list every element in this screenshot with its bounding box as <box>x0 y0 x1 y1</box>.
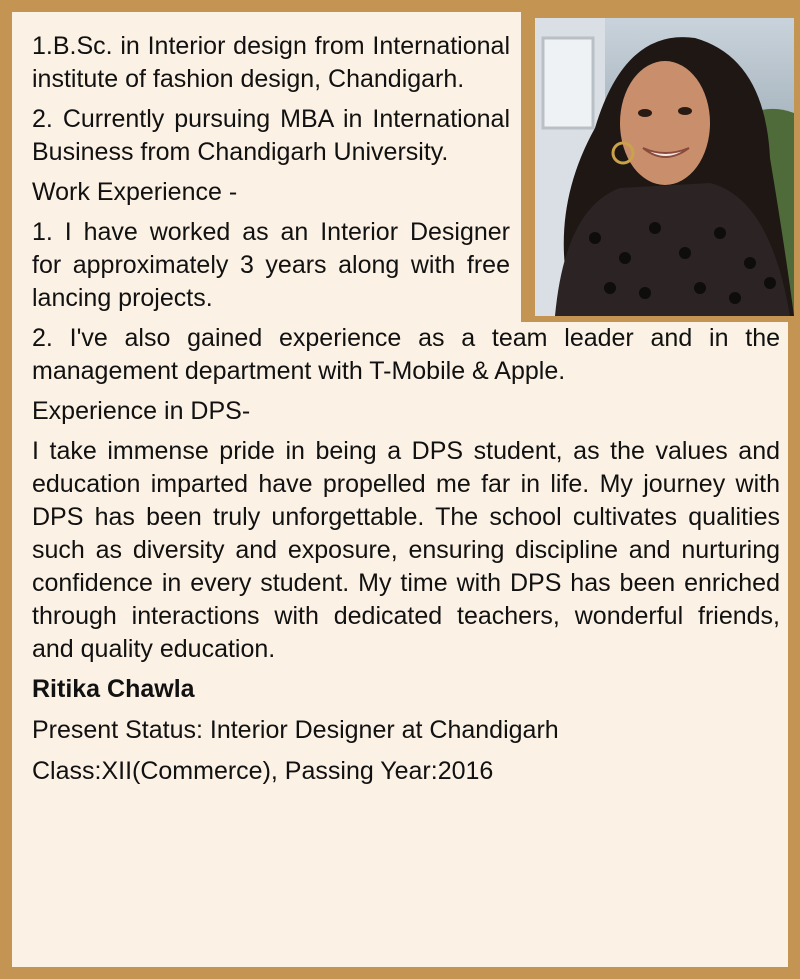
education-item-1: 1.B.Sc. in Interior design from International institute of fashion design, Chandigarh. <box>32 32 510 93</box>
present-status: Present Status: Interior Designer at Chandigarh <box>32 716 559 744</box>
dps-experience-heading: Experience in DPS- <box>32 397 251 425</box>
class-info: Class:XII(Commerce), Passing Year:2016 <box>32 757 494 785</box>
content-panel <box>12 12 788 967</box>
testimonial-text <box>32 30 792 796</box>
dps-experience-body: I take immense pride in being a DPS student, as the values and education imparted have propelled me far in life. My journey with DPS has been truly unforgettable. The school cultivates qualities such as diversity and exposure, ensuring discipline and nurturing confidence in every student. My time with DPS has been enriched through interactions with dedicated teachers, wonderful friends, and quality education. <box>32 437 780 663</box>
education-item-2: 2. Currently pursuing MBA in International Business from Chandigarh University. <box>32 105 510 166</box>
work-experience-heading: Work Experience - <box>32 178 238 206</box>
work-item-2: 2. I've also gained experience as a team leader and in the management department with T-Mobile & Apple. <box>32 324 780 385</box>
work-item-1: 1. I have worked as an Interior Designer for approximately 3 years along with free lancing projects. <box>32 218 510 312</box>
student-name: Ritika Chawla <box>32 675 195 703</box>
